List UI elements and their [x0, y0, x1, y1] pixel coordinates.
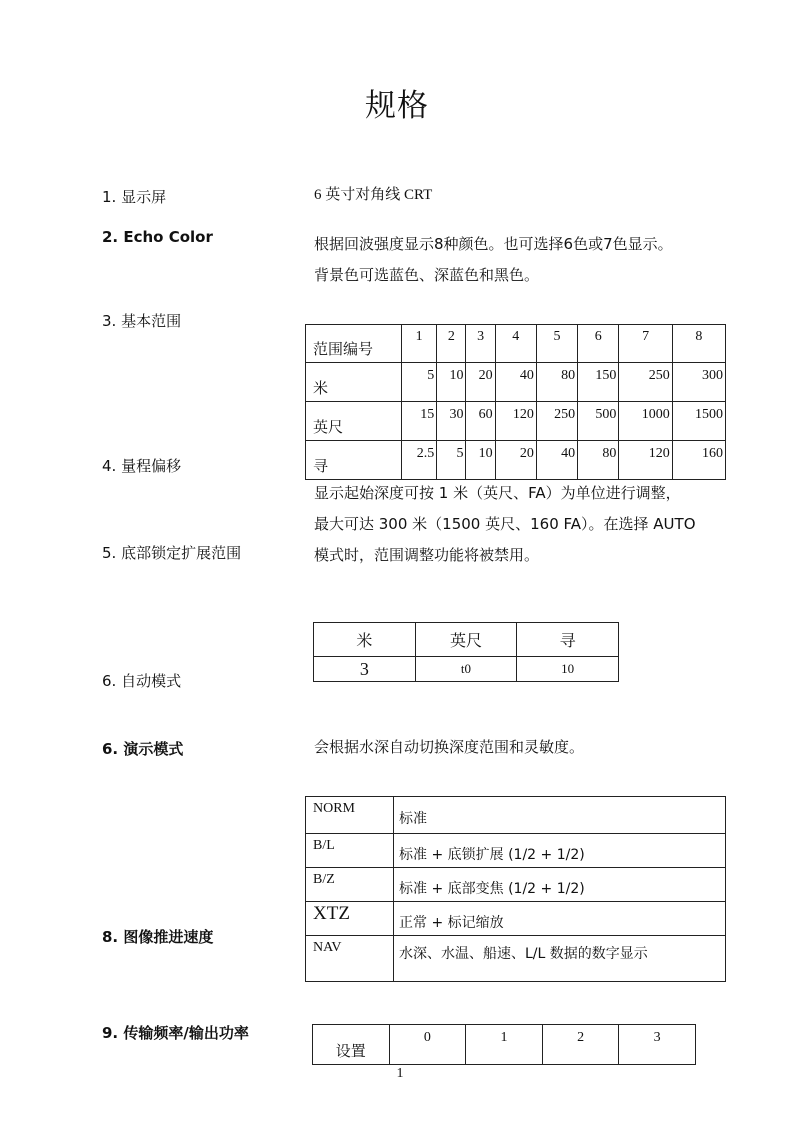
range-value-cell: 20	[466, 363, 495, 402]
range-column-header: 7	[619, 325, 672, 363]
unit-cell: 米	[306, 363, 402, 402]
range-number-header: 范围编号	[306, 325, 402, 363]
range-value-cell: 20	[495, 441, 536, 480]
section-text-display: 6 英寸对角线 CRT	[314, 187, 433, 203]
range-value-cell: 5	[437, 441, 466, 480]
range-value-cell: 5	[402, 363, 437, 402]
echo-color-line: 根据回波强度显示8种颜色。也可选择6色或7色显示。	[314, 235, 673, 253]
range-value-cell: 80	[578, 441, 619, 480]
mode-desc-cell: 标准 + 底锁扩展 (1/2 + 1/2)	[394, 834, 726, 868]
section-label-basic-range: 3. 基本范围	[102, 312, 182, 330]
range-value-cell: 1000	[619, 402, 672, 441]
range-value-cell: 300	[672, 363, 725, 402]
table-row	[306, 936, 726, 982]
settings-table	[312, 1024, 696, 1065]
range-value-cell: 250	[536, 402, 577, 441]
section-label-image-speed: 8. 图像推进速度	[102, 928, 214, 946]
range-value-cell: 120	[619, 441, 672, 480]
range-column-header: 5	[536, 325, 577, 363]
offset-header-cell: 寻	[517, 623, 619, 657]
table-row	[306, 325, 726, 363]
range-value-cell: 150	[578, 363, 619, 402]
range-offset-line: 显示起始深度可按 1 米（英尺、FA）为单位进行调整，	[314, 484, 681, 502]
unit-cell: 英尺	[306, 402, 402, 441]
range-value-cell: 500	[578, 402, 619, 441]
page-number: 1	[396, 1066, 404, 1081]
section-label-echo-color: 2. Echo Color	[102, 228, 213, 246]
table-row	[306, 834, 726, 868]
range-column-header: 1	[402, 325, 437, 363]
mode-code-cell: NAV	[306, 936, 394, 982]
settings-column-cell: 2	[542, 1025, 619, 1065]
echo-color-line: 背景色可选蓝色、深蓝色和黑色。	[314, 266, 540, 284]
section-label-bottom-lock: 5. 底部锁定扩展范围	[102, 544, 242, 562]
range-column-header: 3	[466, 325, 495, 363]
range-offset-line: 模式时，范围调整功能将被禁用。	[314, 546, 540, 564]
unit-cell: 寻	[306, 441, 402, 480]
range-column-header: 4	[495, 325, 536, 363]
section-label-transmit-frequency: 9. 传输频率/输出功率	[102, 1024, 249, 1042]
range-value-cell: 160	[672, 441, 725, 480]
mode-desc-cell: 水深、水温、船速、L/L 数据的数字显示	[394, 936, 726, 982]
mode-code-cell: XTZ	[306, 902, 394, 936]
table-row	[306, 797, 726, 834]
mode-desc-cell: 标准 + 底部变焦 (1/2 + 1/2)	[394, 868, 726, 902]
section-text-range-offset	[314, 478, 734, 571]
range-value-cell: 15	[402, 402, 437, 441]
range-value-cell: 2.5	[402, 441, 437, 480]
settings-header-cell: 设置	[313, 1025, 390, 1065]
settings-column-cell: 3	[619, 1025, 696, 1065]
range-value-cell: 60	[466, 402, 495, 441]
section-label-range-offset: 4. 量程偏移	[102, 457, 182, 475]
offset-header-cell: 米	[314, 623, 416, 657]
settings-column-cell: 1	[466, 1025, 543, 1065]
table-row	[313, 1025, 696, 1065]
mode-desc-cell: 正常 + 标记缩放	[394, 902, 726, 936]
range-value-cell: 40	[495, 363, 536, 402]
range-column-header: 2	[437, 325, 466, 363]
range-value-cell: 1500	[672, 402, 725, 441]
table-row	[306, 868, 726, 902]
range-value-cell: 40	[536, 441, 577, 480]
table-row	[306, 902, 726, 936]
offset-header-cell: 英尺	[415, 623, 517, 657]
offset-value-cell: t0	[415, 657, 517, 682]
table-row	[306, 402, 726, 441]
range-table	[305, 324, 726, 480]
range-value-cell: 120	[495, 402, 536, 441]
section-text-demo-mode: 会根据水深自动切换深度范围和灵敏度。	[314, 738, 585, 756]
mode-desc-cell: 标准	[394, 797, 726, 834]
mode-table	[305, 796, 726, 982]
offset-table	[313, 622, 619, 682]
settings-column-cell: 0	[389, 1025, 466, 1065]
range-value-cell: 80	[536, 363, 577, 402]
range-column-header: 8	[672, 325, 725, 363]
range-value-cell: 10	[466, 441, 495, 480]
range-offset-line: 最大可达 300 米（1500 英尺、160 FA）。在选择 AUTO	[314, 515, 696, 533]
range-value-cell: 250	[619, 363, 672, 402]
range-value-cell: 30	[437, 402, 466, 441]
table-row	[306, 363, 726, 402]
mode-code-cell: B/L	[306, 834, 394, 868]
section-label-auto-mode: 6. 自动模式	[102, 672, 182, 690]
table-row	[306, 441, 726, 480]
table-row	[314, 623, 619, 657]
section-label-demo-mode: 6. 演示模式	[102, 740, 184, 758]
offset-value-cell: 10	[517, 657, 619, 682]
mode-code-cell: NORM	[306, 797, 394, 834]
range-value-cell: 10	[437, 363, 466, 402]
mode-code-cell: B/Z	[306, 868, 394, 902]
table-row	[314, 657, 619, 682]
section-text-echo-color	[314, 229, 734, 291]
offset-value-cell: 3	[314, 657, 416, 682]
section-label-display: 1. 显示屏	[102, 188, 167, 206]
page-title: 规格	[365, 88, 429, 124]
range-column-header: 6	[578, 325, 619, 363]
